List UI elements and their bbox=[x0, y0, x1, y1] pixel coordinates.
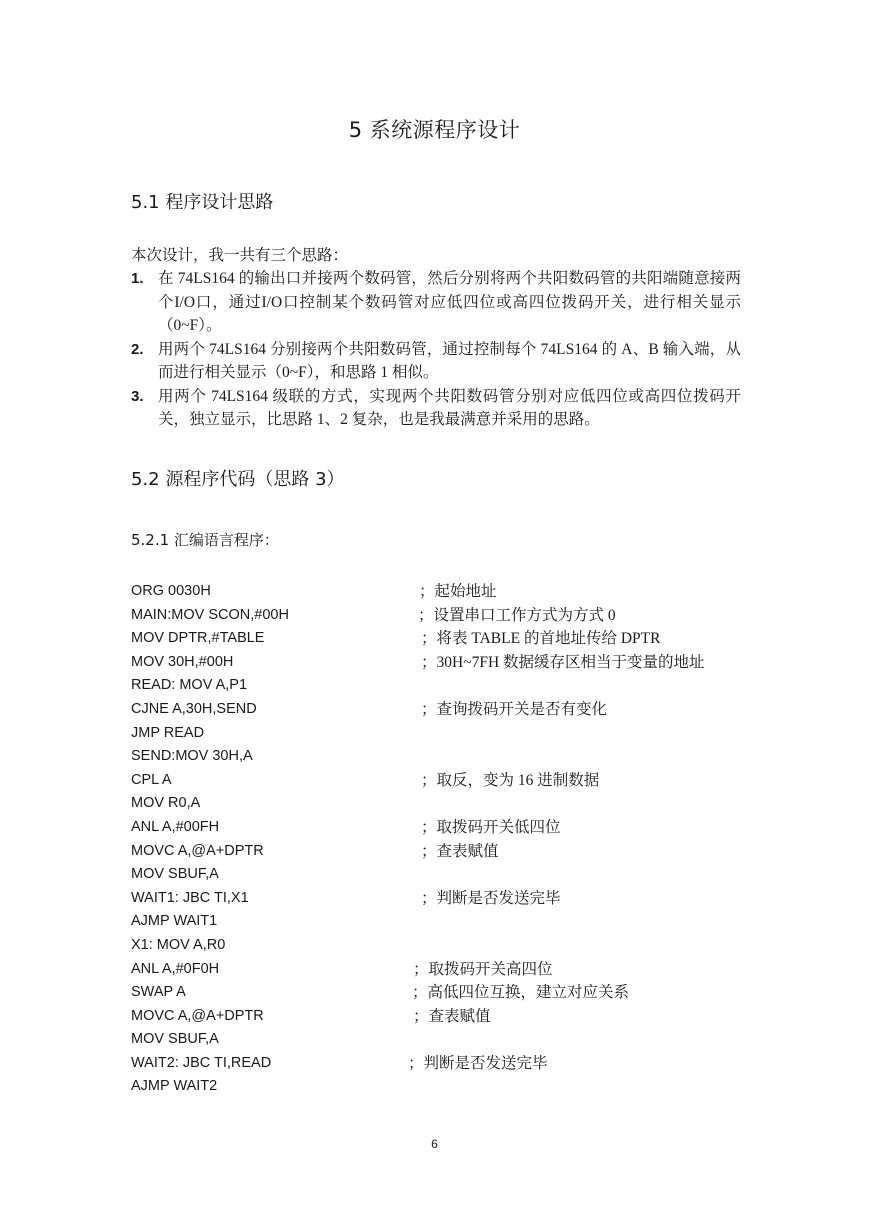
list-item-number: 2. bbox=[131, 340, 144, 358]
code-comment: ；30H~7FH 数据缓存区相当于变量的地址 bbox=[421, 653, 705, 671]
code-line bbox=[131, 745, 771, 769]
code-comment: ；取拨码开关高四位 bbox=[413, 960, 553, 978]
code-comment: ；查询拨码开关是否有变化 bbox=[421, 700, 608, 718]
code-instruction: CJNE A,30H,SEND bbox=[131, 700, 257, 717]
code-comment: ；取反，变为 16 进制数据 bbox=[421, 771, 600, 789]
code-line bbox=[131, 792, 771, 816]
code-comment: ；设置串口工作方式为方式 0 bbox=[418, 606, 616, 624]
code-instruction: SEND:MOV 30H,A bbox=[131, 748, 253, 765]
code-line bbox=[131, 863, 771, 887]
code-line bbox=[131, 604, 771, 628]
code-line bbox=[131, 722, 771, 746]
code-instruction: MOV 30H,#00H bbox=[131, 653, 234, 670]
code-instruction: ANL A,#0F0H bbox=[131, 960, 220, 977]
page-number: 6 bbox=[431, 1137, 438, 1151]
code-comment: ；判断是否发送完毕 bbox=[408, 1054, 548, 1072]
code-instruction: MOV DPTR,#TABLE bbox=[131, 630, 265, 647]
code-line bbox=[131, 840, 771, 864]
code-line bbox=[131, 981, 771, 1005]
code-line bbox=[131, 674, 771, 698]
code-instruction: WAIT1: JBC TI,X1 bbox=[131, 889, 249, 906]
code-instruction: READ: MOV A,P1 bbox=[131, 677, 248, 694]
code-instruction: MOVC A,@A+DPTR bbox=[131, 842, 264, 859]
list-item-number: 3. bbox=[131, 387, 144, 405]
code-comment: ；查表赋值 bbox=[421, 842, 499, 860]
chapter-title: 5 系统源程序设计 bbox=[348, 118, 521, 142]
code-line bbox=[131, 816, 771, 840]
code-instruction: CPL A bbox=[131, 771, 172, 788]
code-line bbox=[131, 651, 771, 675]
code-line bbox=[131, 910, 771, 934]
code-instruction: X1: MOV A,R0 bbox=[131, 936, 226, 953]
list-item-text: 用两个 74LS164 分别接两个共阳数码管，通过控制每个 74LS164 的 A、B 输入端，从而进行相关显示（0~F），和思路 1 相似。 bbox=[158, 340, 741, 381]
list-item bbox=[131, 267, 741, 338]
code-instruction: WAIT2: JBC TI,READ bbox=[131, 1054, 272, 1071]
code-line bbox=[131, 1075, 771, 1099]
code-instruction: AJMP WAIT1 bbox=[131, 913, 218, 930]
code-instruction: MAIN:MOV SCON,#00H bbox=[131, 606, 289, 623]
list-item bbox=[131, 385, 741, 432]
list-item-text: 用两个 74LS164 级联的方式，实现两个共阳数码管分别对应低四位或高四位拨码开关，独立显示，比思路 1、2 复杂，也是我最满意并采用的思路。 bbox=[158, 387, 741, 428]
code-instruction: MOV SBUF,A bbox=[131, 1031, 219, 1048]
code-line bbox=[131, 934, 771, 958]
intro-paragraph: 本次设计，我一共有三个思路： bbox=[131, 247, 349, 264]
section-title-design-ideas: 5.1 程序设计思路 bbox=[131, 192, 274, 213]
code-comment: ；判断是否发送完毕 bbox=[421, 889, 561, 907]
list-item-text: 在 74LS164 的输出口并接两个数码管，然后分别将两个共阳数码管的共阳端随意接两个I/O口，通过I/O口控制某个数码管对应低四位或高四位拨码开关，进行相关显示（0~F）。 bbox=[158, 270, 741, 334]
code-instruction: ANL A,#00FH bbox=[131, 818, 220, 835]
list-item-number: 1. bbox=[131, 270, 144, 287]
assembly-code-block bbox=[131, 580, 771, 1099]
section-title-source-code: 5.2 源程序代码（思路 3） bbox=[131, 469, 345, 490]
code-instruction: ORG 0030H bbox=[131, 583, 211, 599]
code-comment: ；查表赋值 bbox=[413, 1007, 491, 1025]
code-line bbox=[131, 698, 771, 722]
code-instruction: MOV SBUF,A bbox=[131, 866, 219, 883]
subsection-title-assembly: 5.2.1 汇编语言程序： bbox=[131, 531, 279, 549]
code-instruction: JMP READ bbox=[131, 724, 205, 741]
code-line bbox=[131, 769, 771, 793]
code-comment: ；取拨码开关低四位 bbox=[421, 818, 561, 836]
code-comment: ；高低四位互换，建立对应关系 bbox=[412, 984, 630, 1002]
list-item bbox=[131, 338, 741, 385]
code-line bbox=[131, 887, 771, 911]
code-line bbox=[131, 1052, 771, 1076]
code-instruction: MOVC A,@A+DPTR bbox=[131, 1007, 264, 1024]
code-instruction: AJMP WAIT2 bbox=[131, 1078, 218, 1095]
code-line bbox=[131, 627, 771, 651]
code-line bbox=[131, 1005, 771, 1029]
ideas-list bbox=[131, 267, 741, 432]
code-line bbox=[131, 958, 771, 982]
code-instruction: MOV R0,A bbox=[131, 795, 201, 812]
code-comment: ；将表 TABLE 的首地址传给 DPTR bbox=[421, 630, 661, 648]
code-line bbox=[131, 580, 771, 604]
code-instruction: SWAP A bbox=[131, 984, 186, 1001]
code-line bbox=[131, 1028, 771, 1052]
code-comment: ；起始地址 bbox=[419, 583, 497, 600]
